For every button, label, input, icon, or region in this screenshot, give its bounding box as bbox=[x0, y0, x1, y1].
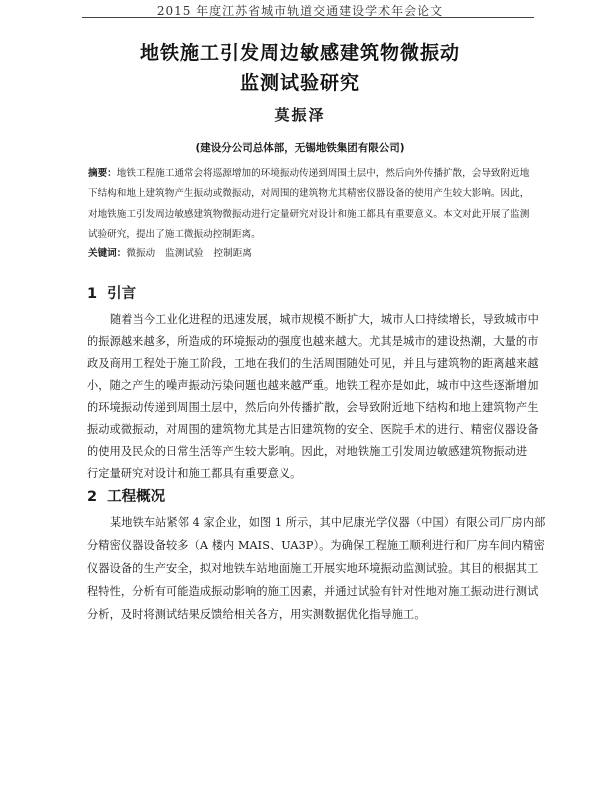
section-heading-project-overview bbox=[87, 485, 165, 506]
abstract-line: 下结构和地上建筑物产生振动或微振动，对周围的建筑物尤其精密仪器设备的使用产生较大影响。因此， bbox=[88, 188, 530, 199]
section-number: 2 bbox=[87, 489, 98, 505]
paper-title-line-1: 地铁施工引发周边敏感建筑物微振动 bbox=[139, 42, 460, 64]
paragraph-line: 分析，及时将测试结果反馈给相关各方，用实测数据优化指导施工。 bbox=[87, 608, 426, 621]
abstract-line: 对地铁施工引发周边敏感建筑物微振动进行定量研究对设计和施工都具有重要意义。本文对此开展了监测 bbox=[88, 209, 530, 220]
header-rule bbox=[82, 17, 534, 18]
paragraph-line: 的振源越来越多，所造成的环境振动的强度也越来越大。尤其是城市的建设热潮，大量的市 bbox=[87, 335, 539, 348]
abstract-text: 地铁工程施工通常会将巡源增加的环境振动传递到周围土层中，然后向外传播扩散，会导致附近地 bbox=[116, 168, 530, 179]
paragraph-line: 振动或微振动，对周围的建筑物尤其是古旧建筑物的安全、医院手术的进行、精密仪器设备 bbox=[87, 423, 539, 436]
paragraph-line: 的使用及民众的日常生活等产生较大影响。因此，对地铁施工引发周边敏感建筑物振动进 bbox=[87, 445, 528, 458]
paragraph-line: 政及商用工程处于施工阶段，工地在我们的生活周围随处可见，并且与建筑物的距离越来越 bbox=[87, 357, 539, 370]
paragraph-line: 的环境振动传递到周围土层中，然后向外传播扩散，会导致附近地下结构和地上建筑物产生 bbox=[87, 401, 539, 414]
keyword: 微振动 bbox=[126, 248, 156, 259]
paragraph-line: 程特性，分析有可能造成振动影响的施工因素，并通过试验有针对性地对施工振动进行测试 bbox=[87, 585, 539, 598]
section-heading-introduction bbox=[87, 282, 136, 303]
paragraph-line: 仪器设备的生产安全，拟对地铁车站地面施工开展实地环境振动监测试验。其目的根据其工 bbox=[87, 562, 539, 575]
section-title: 引言 bbox=[107, 286, 137, 302]
author-affiliation: (建设分公司总体部，无锡地铁集团有限公司) bbox=[195, 142, 405, 154]
running-head: 2015 年度江苏省城市轨道交通建设学术年会论文 bbox=[156, 4, 444, 18]
keywords-label: 关键词： bbox=[88, 248, 127, 259]
paragraph-line: 行定量研究对设计和施工都具有重要意义。 bbox=[87, 467, 302, 480]
abstract-line bbox=[88, 165, 528, 179]
author-name: 莫振泽 bbox=[274, 106, 326, 124]
paragraph-line: 小，随之产生的噪声振动污染问题也越来越严重。地铁工程亦是如此，城市中这些逐渐增加 bbox=[87, 379, 539, 392]
paragraph-line: 分精密仪器设备较多（A 楼内 MAIS、UA3P）。为确保工程施工顺利进行和厂房车间内精密 bbox=[87, 539, 545, 552]
keyword: 控制距离 bbox=[213, 248, 252, 259]
paragraph-line: 某地铁车站紧邻 4 家企业，如图 1 所示，其中尼康光学仪器（中国）有限公司厂房内部 bbox=[110, 516, 546, 529]
abstract-label: 摘要： bbox=[88, 168, 117, 179]
keywords-line bbox=[88, 245, 262, 259]
paragraph-line: 随着当今工业化进程的迅速发展，城市规模不断扩大，城市人口持续增长，导致城市中 bbox=[110, 313, 539, 326]
section-title: 工程概况 bbox=[107, 489, 166, 505]
keyword: 监测试验 bbox=[165, 248, 204, 259]
section-number: 1 bbox=[87, 286, 98, 302]
abstract-line: 试验研究，提出了施工微振动控制距离。 bbox=[88, 229, 261, 240]
paper-title-line-2: 监测试验研究 bbox=[239, 72, 360, 94]
